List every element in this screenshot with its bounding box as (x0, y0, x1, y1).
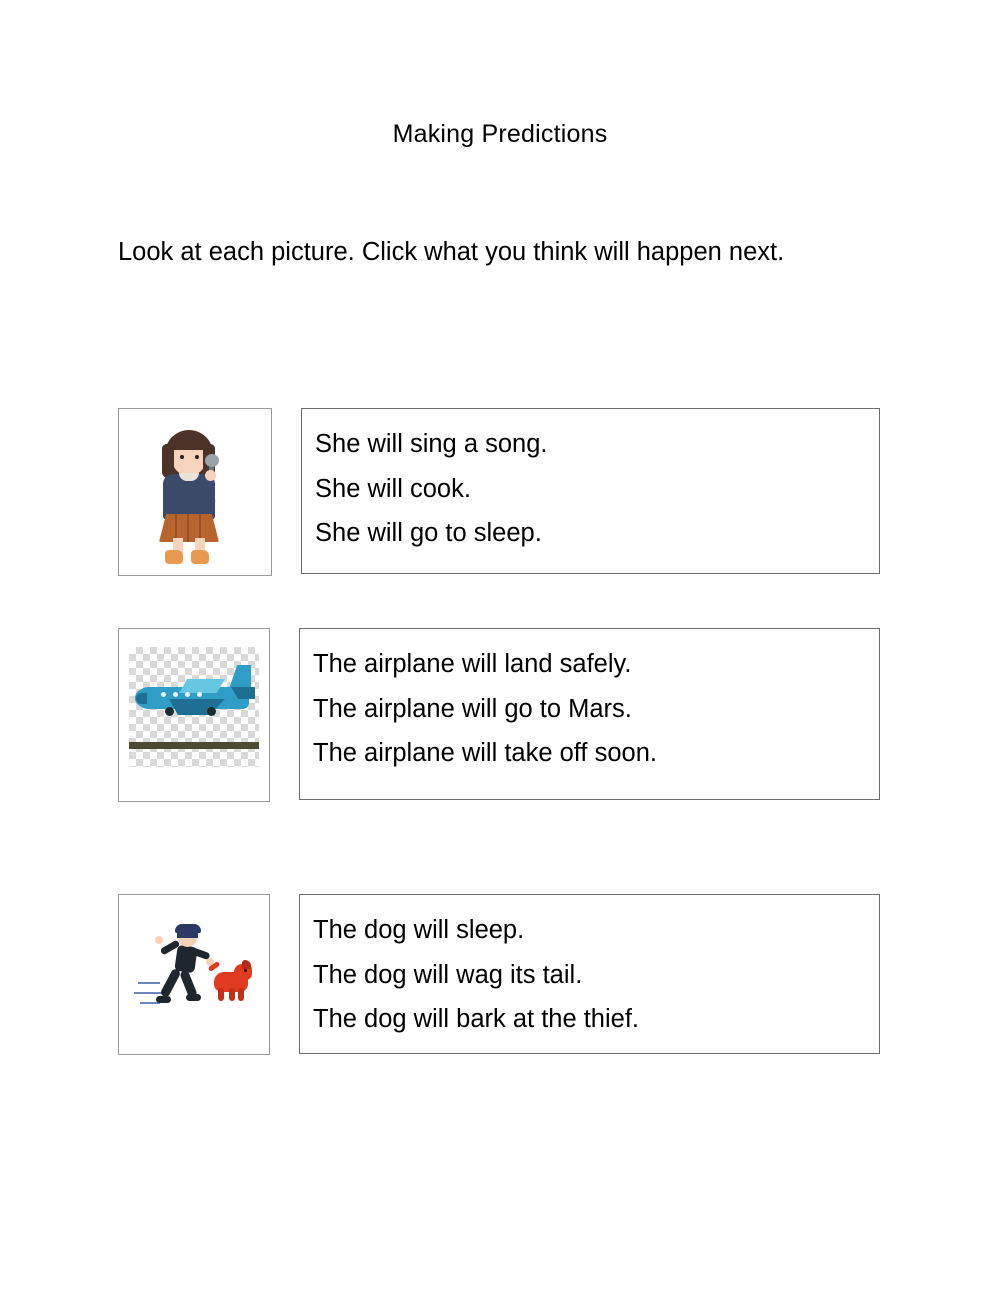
answer-option[interactable]: She will go to sleep. (315, 519, 542, 547)
answer-option[interactable]: She will sing a song. (315, 430, 548, 458)
airplane-on-runway-picture (118, 628, 270, 802)
answer-option[interactable]: The dog will sleep. (313, 916, 525, 944)
thief-and-dog-illustration (119, 895, 269, 1054)
answer-options-group (301, 408, 880, 574)
answer-options-group (299, 894, 880, 1054)
airplane-illustration (129, 647, 259, 767)
answer-option[interactable]: She will cook. (315, 474, 471, 503)
runway-strip (129, 742, 259, 749)
answer-option[interactable]: The dog will bark at the thief. (313, 1005, 640, 1033)
girl-with-microphone-picture (118, 408, 272, 576)
girl-singer-icon (135, 422, 255, 562)
answer-option[interactable]: The airplane will go to Mars. (313, 694, 632, 723)
airplane-icon (135, 663, 255, 727)
instructions-text: Look at each picture. Click what you think will happen next. (118, 238, 785, 266)
thief-running-with-dog-picture (118, 894, 270, 1055)
answer-option[interactable]: The dog will wag its tail. (313, 960, 583, 989)
question-list (118, 408, 880, 1055)
answer-option[interactable]: The airplane will land safely. (313, 650, 632, 678)
answer-options-group (299, 628, 880, 800)
question-row (118, 408, 880, 576)
answer-option[interactable]: The airplane will take off soon. (313, 739, 657, 767)
girl-with-microphone-illustration (119, 409, 271, 575)
question-row (118, 894, 880, 1055)
thief-running-icon (130, 920, 258, 1030)
page-title: Making Predictions (392, 120, 608, 148)
question-row (118, 628, 880, 802)
